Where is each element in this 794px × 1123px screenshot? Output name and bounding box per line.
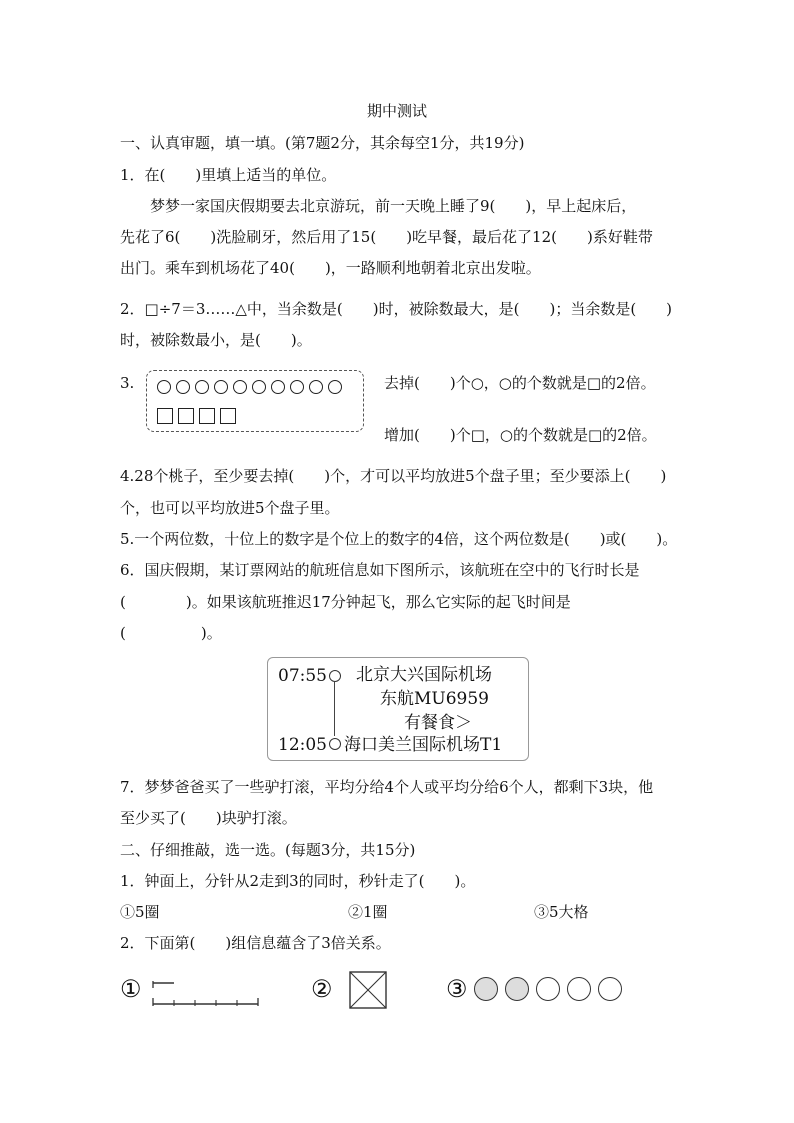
q4-line2: 个，也可以平均放进5个盘子里。 [120,499,340,517]
q1-line2: 梦梦一家国庆假期要去北京游玩，前一天晚上睡了9( )，早上起床后， [150,197,637,215]
s2-q2-line1: 2．下面第( )组信息蕴含了3倍关系。 [120,934,391,952]
circle-shape [290,380,304,394]
q2-line1: 2．□÷7＝3……△中，当余数是( )时，被除数最大，是( )；当余数是( ) [120,300,673,318]
circle-shape [157,380,171,394]
circle-shape [271,380,285,394]
square-shape [220,408,236,424]
q6-line3: ( )。 [120,624,222,642]
q3-square-row [157,408,241,428]
flight-info-card [267,657,529,761]
section1-header: 一、认真审题，填一填。(第7题2分，其余每空1分，共19分) [120,134,525,152]
circle-shape [328,380,342,394]
q5-line1: 5.一个两位数，十位上的数字是个位上的数字的4倍，这个两位数是( )或( )。 [120,530,678,548]
square-shape [199,408,215,424]
arrive-airport: 海口美兰国际机场T1 [344,735,503,755]
q3-number: 3. [120,374,135,392]
circle-shape [233,380,247,394]
page-title: 期中测试 [366,102,427,120]
q4-line1: 4.28个桃子，至少要去掉( )个，才可以平均放进5个盘子里；至少要添上( ) [120,467,667,485]
s2-q2-circle-row [474,977,629,1005]
q3-shapes-box [146,370,364,432]
s2-q2-label-3[interactable]: ③ [446,975,468,1003]
q3-line2: 增加( )个□，○的个数就是□的2倍。 [384,426,657,444]
s2-q1-option-3[interactable]: ③5大格 [534,903,589,921]
circle-shape [309,380,323,394]
s2-q1-option-2[interactable]: ②1圈 [348,903,388,921]
arrive-dot-icon [329,738,341,750]
circle-shape [195,380,209,394]
empty-circle [567,977,591,1001]
s2-q2-label-2[interactable]: ② [311,975,333,1003]
square-shape [178,408,194,424]
crossed-square-figure [349,971,387,1009]
empty-circle [598,977,622,1001]
depart-airport: 北京大兴国际机场 [356,665,492,685]
section2-header: 二、仔细推敲，选一选。(每题3分，共15分) [120,841,416,859]
flight-number: 东航MU6959 [380,689,489,709]
s2-q2-label-1[interactable]: ① [120,975,142,1003]
square-shape [157,408,173,424]
circle-shape [252,380,266,394]
q7-line1: 7．梦梦爸爸买了一些驴打滚，平均分给4个人或平均分给6个人，都剩下3块，他 [120,778,654,796]
filled-circle [505,977,529,1001]
line-segment-figure [150,978,262,1008]
q1-line4: 出门。乘车到机场花了40( )，一路顺利地朝着北京出发啦。 [120,259,541,277]
q3-circle-row [157,380,347,398]
depart-time: 07:55 [278,666,327,686]
q1-line3: 先花了6( )洗脸刷牙，然后用了15( )吃早餐，最后花了12( )系好鞋带 [120,228,653,246]
s2-q1-line1: 1．钟面上，分针从2走到3的同时，秒针走了( )。 [120,872,476,890]
q3-line1: 去掉( )个○，○的个数就是□的2倍。 [384,374,656,392]
route-line [334,682,335,736]
q6-line2: ( )。如果该航班推迟17分钟起飞，那么它实际的起飞时间是 [120,593,571,611]
q6-line1: 6．国庆假期，某订票网站的航班信息如下图所示，该航班在空中的飞行时长是 [120,561,640,579]
circle-shape [214,380,228,394]
meal-info: 有餐食＞ [404,713,472,733]
arrive-time: 12:05 [278,735,327,755]
q2-line2: 时，被除数最小，是( )。 [120,331,312,349]
q1-line1: 1．在( )里填上适当的单位。 [120,166,337,184]
circle-shape [176,380,190,394]
depart-dot-icon [329,670,341,682]
s2-q1-option-1[interactable]: ①5圈 [120,903,160,921]
empty-circle [536,977,560,1001]
filled-circle [474,977,498,1001]
q7-line2: 至少买了( )块驴打滚。 [120,809,297,827]
